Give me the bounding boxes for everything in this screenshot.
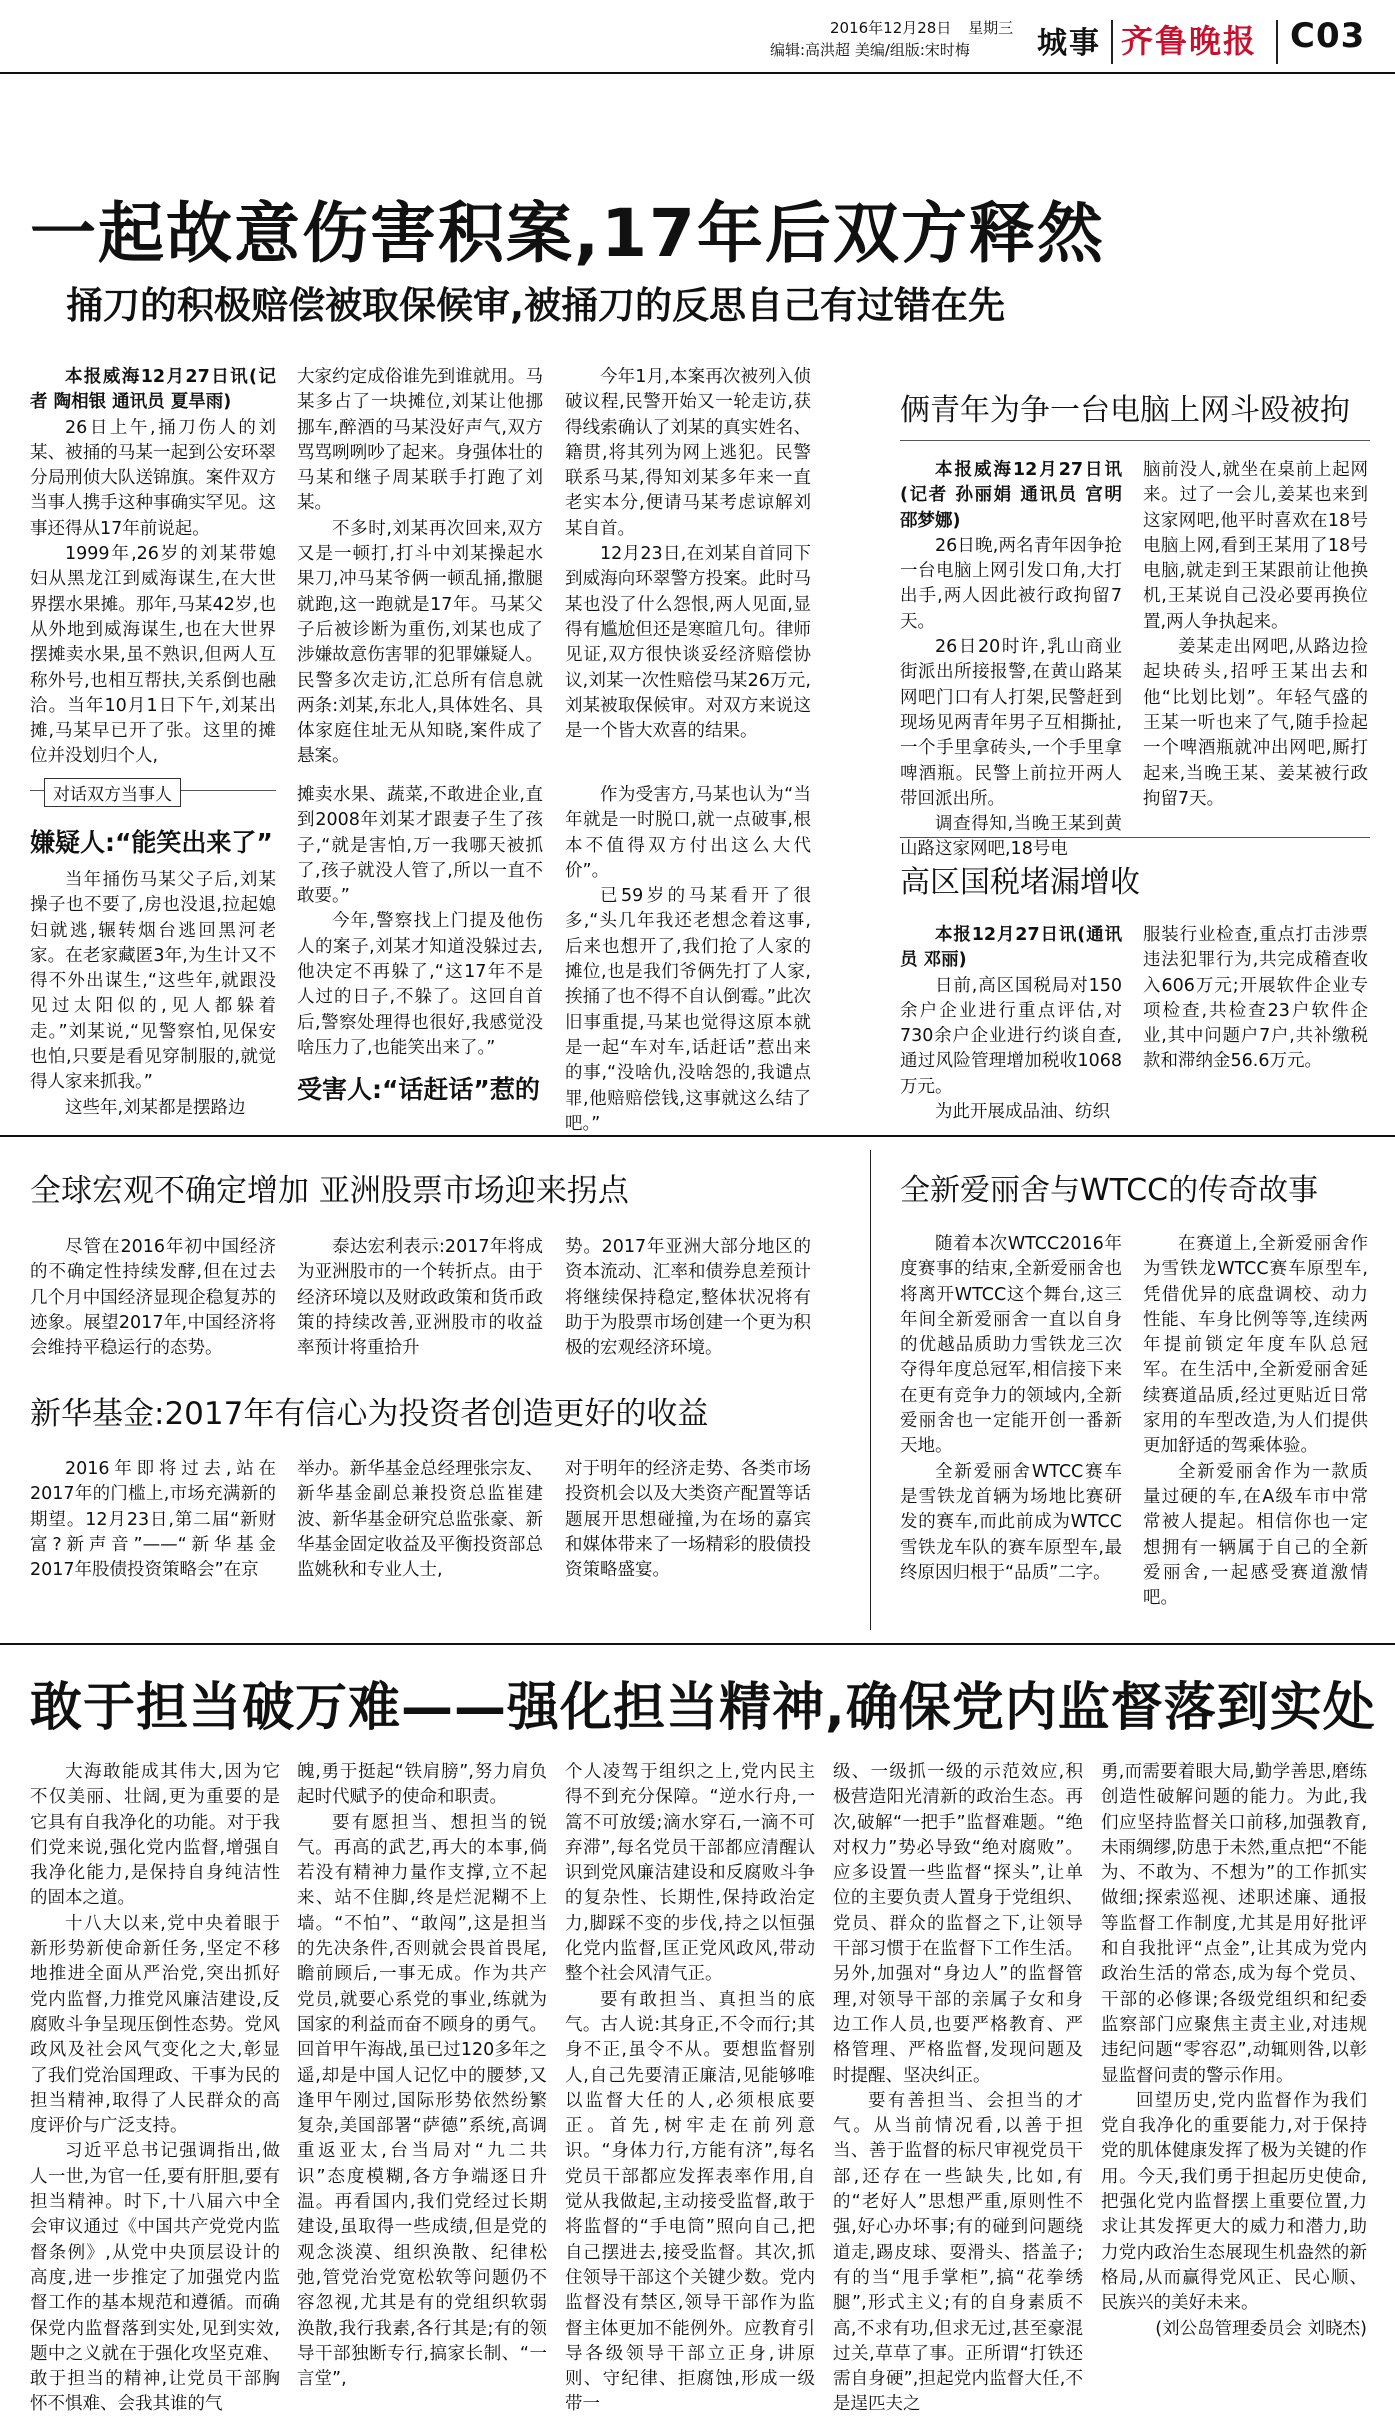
lead-paragraph: 12月23日,在刘某自首同下到威海向环翠警方投案。此时马某也没了什么怨恨,两人见面,显得有尴尬但还是寒暄几句。律师见证,双方很快谈妥经济赔偿协议,刘某一次性赔偿马某26万元,刘某被取保候审。对双方来说这是一个皆大欢喜的结果。 <box>565 544 811 742</box>
side2-title: 高区国税堵漏增收 <box>900 865 1140 900</box>
car-paragraph: 全新爱丽舍作为一款质量过硬的车,在A级车市中常常被人提起。相信你也一定想拥有一辆属于自己的全新爱丽舍,一起感受赛道激情吧。 <box>1143 1461 1368 1609</box>
fund-paragraph: 2016年即将过去,站在2017年的门槛上,市场充满新的期望。12月23日,第二届“新财富?新声音”——“新华基金2017年股债投资策略会”在京 <box>30 1459 276 1581</box>
econ-paragraph: 尽管在2016年初中国经济的不确定性持续发酵,但在过去几个月中国经济显现企稳复苏的迹象。展望2017年,中国经济将会维持平稳运行的态势。 <box>30 1237 276 1359</box>
side1-rule <box>900 440 1370 441</box>
lead-column-3 <box>565 365 811 742</box>
fund-column-1 <box>30 1457 276 1627</box>
side1-column-1 <box>900 458 1122 860</box>
party-paragraph: 大海敢能成其伟大,因为它不仅美丽、壮阔,更为重要的是它具有自我净化的功能。对于我们党来说,强化党内监督,增强自我净化能力,是保持自身纯洁性的固本之道。 <box>30 1762 280 1909</box>
side1-paragraph: 姜某走出网吧,从路边捡起块砖头,招呼王某出去和他“比划比划”。年轻气盛的王某一听也来了气,随手捡起一个啤酒瓶就冲出网吧,厮打起来,当晚王某、姜某被行政拘留7天。 <box>1143 637 1368 809</box>
issue-weekday: 星期三 <box>968 19 1014 37</box>
victim-column <box>565 783 811 1134</box>
side2-paragraph: 日前,高区国税局对150余户企业进行重点评估,对730余户企业进行约谈自查,通过风险管理增加税收1068万元。 <box>900 975 1122 1097</box>
header-rule <box>0 72 1395 74</box>
lead-headline: 一起故意伤害积案,17年后双方释然 <box>30 195 1105 272</box>
party-paragraph: 要有愿担当、想担当的锐气。再高的武艺,再大的本事,倘若没有精神力量作支撑,立不起来、站不住脚,终是烂泥糊不上墙。“不怕”、“敢闯”,这是担当的先决条件,否则就会畏首畏尾,瞻前顾后,一事无成。作为共产党员,就要心系党的事业,练就为国家的利益而奋不顾身的勇气。回首甲午海战,虽已过120多年之遥,却是中国人记忆中的腰梦,又逢甲午刚过,国际形势依然纷繁复杂,美国部署“萨德”系统,高调重返亚太,台当局对“九二共识”态度模糊,各方争端逐日升温。再看国内,我们党经过长期建设,虽取得一些成绩,但是党的观念淡漠、组织涣散、纪律松弛,管党治党宽松软等问题仍不容忽视,尤其是有的党组织软弱涣散,我行我素,各行其是;有的领导干部独断专行,搞家长制、“一言堂”, <box>297 1812 547 2390</box>
car-column-1 <box>900 1232 1122 1632</box>
lead-paragraph: 不多时,刘某再次回来,双方又是一顿打,打斗中刘某操起水果刀,冲马某爷俩一顿乱捅,撒腿就跑,这一跑就是17年。马某父子后被诊断为重伤,刘某也成了涉嫌故意伤害罪的犯罪嫌疑人。民警多次走访,汇总所有信息就两条:刘某,东北人,具体姓名、具体家庭住址无从知晓,案件成了悬案。 <box>297 518 543 767</box>
side1-paragraph: 脑前没人,就坐在桌前上起网来。过了一会儿,姜某也来到这家网吧,他平时喜欢在18号电脑上网,看到王某用了18号电脑,就走到王某跟前让他换机,王某说自己没必要再换位置,两人争执起来。 <box>1143 460 1368 632</box>
column-divider <box>870 1150 871 1630</box>
victim-paragraph: 作为受害方,马某也认为“当年就是一时脱口,就一点破事,根本不值得双方付出这么大代价”。 <box>565 785 811 881</box>
fund-paragraph: 对于明年的经济走势、各类市场投资机会以及大类资产配置等话题展开思想碰撞,为在场的嘉宾和媒体带来了一场精彩的股债投资策略盛宴。 <box>565 1459 811 1581</box>
header-divider <box>1276 20 1278 64</box>
party-column-5 <box>1101 1760 1367 2385</box>
section-name: 城事 <box>1037 26 1101 61</box>
econ-paragraph: 势。2017年亚洲大部分地区的资本流动、汇率和债券息差预计将继续保持稳定,整体状况将有助于为股票市场创建一个更为积极的宏观经济环境。 <box>565 1237 811 1359</box>
suspect-subtitle: 嫌疑人:“能笑出来了” <box>30 828 273 857</box>
suspect-paragraph: 这些年,刘某都是摆路边 <box>65 1097 246 1118</box>
suspect-paragraph: 当年捅伤马某父子后,刘某操子也不要了,房也没退,拉起媳妇就逃,辗转烟台逃回黑河老家。在老家藏匿3年,为生计又不得不外出谋生,“这些年,就跟没见过太阳似的,见人都躲着走。”刘某说,“见警察怕,见保安也怕,只要是看见穿制服的,就觉得人家来抓我。” <box>30 870 276 1093</box>
party-headline: 敢于担当破万难——强化担当精神,确保党内监督落到实处 <box>30 1678 1376 1738</box>
party-paragraph: 习近平总书记强调指出,做人一世,为官一任,要有肝胆,要有担当精神。时下,十八届六中全会审议通过《中国共产党党内监督条例》,从党中央顶层设计的高度,进一步推定了加强党内监督工作的基本规范和遵循。而确保党内监督落到实处,见到实效,题中之义就在于强化攻坚克难、敢于担当的精神,让党员干部胸怀不惧难、会我其谁的气 <box>30 2141 280 2415</box>
suspect-column-2 <box>297 783 543 1063</box>
party-paragraph: 魄,勇于挺起“铁肩膀”,努力肩负起时代赋予的使命和职责。 <box>297 1762 547 1808</box>
side1-paragraph: 调查得知,当晚王某到黄山路这家网吧,18号电 <box>900 814 1122 860</box>
lead-paragraph: 今年1月,本案再次被列入侦破议程,民警开始又一轮走访,获得线索确认了刘某的真实姓名、籍贯,将其列为网上逃犯。民警联系马某,得知刘某多年来一直老实本分,便请马某考虑谅解刘某自首。 <box>565 367 811 539</box>
suspect-column-1 <box>30 868 276 1118</box>
side1-title: 俩青年为争一台电脑上网斗殴被拘 <box>900 393 1350 428</box>
party-paragraph: 十八大以来,党中央着眼于新形势新使命新任务,坚定不移地推进全面从严治党,突出抓好党内监督,力推党风廉洁建设,反腐败斗争呈现压倒性态势。党风政风及社会风气变化之大,彰显了我们党治国理政、干事为民的担当精神,取得了人民群众的高度评价与广泛支持。 <box>30 1913 280 2137</box>
suspect-paragraph: 今年,警察找上门提及他伤人的案子,刘某才知道没躲过去,他决定不再躲了,“这17年不是人过的日子,不躲了。这回自首后,警察处理得也很好,我感觉没啥压力了,也能笑出来了。” <box>297 911 543 1058</box>
side2-column-2 <box>1143 923 1368 1113</box>
party-column-1 <box>30 1760 280 2415</box>
car-paragraph: 随着本次WTCC2016年度赛事的结束,全新爱丽舍也将离开WTCC这个舞台,这三年间全新爱丽舍一直以自身的优越品质助力雪铁龙三次夺得年度总冠军,相信接下来在更有竞争力的领域内,全新爱丽舍也一定能开创一番新天地。 <box>900 1234 1122 1457</box>
car-paragraph: 在赛道上,全新爱丽舍作为雪铁龙WTCC赛车原型车,凭借优异的底盘调校、动力性能、车身比例等等,连续两年提前锁定年度车队总冠军。在生活中,全新爱丽舍延续赛道品质,经过更贴近日常家用的车型改造,为人们提供更加舒适的驾乘体验。 <box>1143 1234 1368 1457</box>
issue-date: 2016年12月28日 <box>830 19 952 37</box>
party-paragraph: 要有善担当、会担当的才气。从当前情况看,以善于担当、善于监督的标尺审视党员干部,还存在一些缺失,比如,有的“老好人”思想严重,原则性不强,好心办坏事;有的碰到问题绕道走,踢皮球、耍滑头、搭盖子;有的当“甩手掌柜”,搞“花拳绣腿”,形式主义;有的自身素质不高,不求有功,但求无过,甚至豪混过关,草草了事。正所谓“打铁还需自身硬”,担起党内监督大任,不是逞匹夫之 <box>833 2090 1083 2415</box>
side1-byline: 本报威海12月27日讯(记者 孙丽娟 通讯员 宫明 邵梦娜) <box>900 460 1122 531</box>
car-paragraph: 全新爱丽舍WTCC赛车是雪铁龙首辆为场地比赛研发的赛车,而此前成为WTCC雪铁龙车队的赛车原型车,最终原因归根于“品质”二字。 <box>900 1461 1122 1583</box>
party-paragraph: 勇,而需要着眼大局,勤学善思,磨练创造性破解问题的能力。为此,我们应坚持监督关口前移,加强教育,未雨绸缪,防患于未然,重点把“不能为、不敢为、不想为”的工作抓实做细;探索巡视、述职述廉、通报等监督工作制度,尤其是用好批评和自我批评“点金”,让其成为党内政治生活的常态,成为每个党员、干部的必修课;各级党组织和纪委监察部门应聚焦主责主业,对违规违纪问题“零容忍”,动辄则咎,以彰显监督问责的警示作用。 <box>1101 1762 1367 2086</box>
party-signoff: (刘公岛管理委员会 刘晓杰) <box>1155 2318 1367 2339</box>
econ-paragraph: 泰达宏利表示:2017年将成为亚洲股市的一个转折点。由于经济环境以及财政政策和货币政策的持续改善,亚洲股市的收益率预计将重拾升 <box>297 1237 543 1359</box>
lead-subhead: 捅刀的积极赔偿被取保候审,被捅刀的反思自己有过错在先 <box>66 284 1006 327</box>
party-column-2 <box>297 1760 547 2390</box>
dialog-label: 对话双方当事人 <box>44 778 181 807</box>
econ-column-2 <box>297 1235 543 1365</box>
side2-paragraph: 服装行业检查,重点打击涉票违法犯罪行为,共完成稽查收入606万元;开展软件企业专项检查,共检查23户软件企业,其中问题户7户,共补缴税款和滞纳金56.6万元。 <box>1143 925 1368 1072</box>
issue-date-line <box>830 18 1013 38</box>
side2-column-1 <box>900 923 1122 1123</box>
side1-paragraph: 26日20时许,乳山商业街派出所接报警,在黄山路某网吧门口有人打架,民警赶到现场见两青年男子互相撕扯,一个手里拿砖头,一个手里拿啤酒瓶。民警上前拉开两人带回派出所。 <box>900 637 1122 809</box>
econ-column-3 <box>565 1235 811 1365</box>
suspect-paragraph: 摊卖水果、蔬菜,不敢进企业,直到2008年刘某才跟妻子生了孩子,“就是害怕,万一我哪天被抓了,孩子就没人管了,所以一直不敢要。” <box>297 785 543 907</box>
lead-paragraph: 26日上午,捅刀伤人的刘某、被捅的马某一起到公安环翠分局刑侦大队送锦旗。案件双方当事人携手这种事确实罕见。这事还得从17年前说起。 <box>30 417 276 539</box>
party-paragraph: 回望历史,党内监督作为我们党自我净化的重要能力,对于保持党的肌体健康发挥了极为关键的作用。今天,我们勇于担起历史使命,把强化党内监督摆上重要位置,力求让其发挥更大的威力和潜力,助力党内政治生态展现生机盎然的新格局,从而赢得党风正、民心顺、民族兴的美好未来。 <box>1101 2090 1367 2314</box>
header-divider <box>1111 20 1113 64</box>
lead-column-1 <box>30 365 276 767</box>
side1-paragraph: 26日晚,两名青年因争抢一台电脑上网引发口角,大打出手,两人因此被行政拘留7天。 <box>900 535 1122 632</box>
victim-subtitle: 受害人:“话赶话”惹的 <box>297 1075 540 1104</box>
lead-paragraph: 1999年,26岁的刘某带媳妇从黑龙江到威海谋生,在大世界摆水果摊。那年,马某42岁,也从外地到威海谋生,也在大世界摆摊卖水果,虽不熟识,但两人互称外号,也相互帮扶,关系倒也融洽。当年10月1日下午,刘某出摊,马某早已开了张。这里的摊位并没划归个人, <box>30 544 276 767</box>
fund-paragraph: 举办。新华基金总经理张宗友、新华基金副总兼投资总监崔建波、新华基金研究总监张豪、新华基金固定收益及平衡投资部总监姚秋和专业人士, <box>297 1459 543 1581</box>
victim-paragraph: 已59岁的马某看开了很多,“头几年我还老想念着这事,后来也想开了,我们抢了人家的摊位,也是我们爷俩先打了人家,挨捅了也不得不自认倒霉。”此次旧事重提,马某也觉得这原本就是一起“车对车,话赶话”惹出来的事,“没啥仇,没啥怨的,我谴点罪,他赔赔偿钱,这事就这么结了吧。” <box>565 886 811 1134</box>
side1-column-2 <box>1143 458 1368 828</box>
lead-column-2 <box>297 365 543 767</box>
fund-column-2 <box>297 1457 543 1627</box>
party-column-4 <box>833 1760 1083 2415</box>
lead-paragraph: 大家约定成俗谁先到谁就用。马某多占了一块摊位,刘某让他挪挪车,醉酒的马某没好声气,双方骂骂咧咧吵了起来。身强体壮的马某和继子周某联手打跑了刘某。 <box>297 367 543 514</box>
side2-top-rule <box>900 837 1370 838</box>
side2-byline: 本报12月27日讯(通讯员 邓丽) <box>900 925 1122 971</box>
party-paragraph: 级、一级抓一级的示范效应,积极营造阳光清新的政治生态。再次,破解“一把手”监督难题。“绝对权力”势必导致“绝对腐败”。应多设置一些监督“探头”,让单位的主要负责人置身于党组织、党员、群众的监督之下,让领导干部习惯于在监督下工作生活。另外,加强对“身边人”的监督管理,对领导干部的亲属子女和身边工作人员,也要严格教育、严格管理、严格监督,发现问题及时提醒、坚决纠正。 <box>833 1762 1083 2086</box>
editors-credit: 编辑:高洪超 美编/组版:宋时梅 <box>770 41 970 59</box>
car-column-2 <box>1143 1232 1368 1632</box>
party-column-3 <box>565 1760 815 2415</box>
section-rule <box>0 1135 1395 1137</box>
fund-title: 新华基金:2017年有信心为投资者创造更好的收益 <box>30 1396 709 1432</box>
econ-column-1 <box>30 1235 276 1365</box>
car-title: 全新爱丽舍与WTCC的传奇故事 <box>900 1173 1319 1208</box>
page-number: C03 <box>1290 16 1366 56</box>
lead-byline: 本报威海12月27日讯(记者 陶相银 通讯员 夏旱雨) <box>30 367 276 413</box>
party-paragraph: 个人凌驾于组织之上,党内民主得不到充分保障。“逆水行舟,一篙不可放缓;滴水穿石,一滴不可弃滞”,每名党员干部都应清醒认识到党风廉洁建设和反腐败斗争的复杂性、长期性,保持政治定力,脚踩不变的步伐,持之以恒强化党内监督,匡正党风政风,带动整个社会风清气正。 <box>565 1762 815 1985</box>
party-paragraph: 要有敢担当、真担当的底气。古人说:其身正,不令而行;其身不正,虽令不从。要想监督别人,自己先要清正廉洁,见能够唯以监督大任的人,必须根底要正。首先,树牢走在前列意识。“身体力行,方能有济”,每名党员干部都应发挥表率作用,自觉从我做起,主动接受监督,敢于将监督的“手电筒”照向自己,把自己摆进去,接受监督。其次,抓住领导干部这个关键少数。党内监督没有禁区,领导干部作为监督主体更加不能例外。应教育引导各级领导干部立正身,讲原则、守纪律、拒腐蚀,形成一级带一 <box>565 1989 815 2415</box>
fund-column-3 <box>565 1457 811 1627</box>
newspaper-logo: 齐鲁晚报 <box>1121 22 1258 60</box>
section-rule <box>0 1643 1395 1645</box>
side2-paragraph: 为此开展成品油、纺织 <box>935 1102 1110 1123</box>
econ-title: 全球宏观不确定增加 亚洲股票市场迎来拐点 <box>30 1173 629 1209</box>
